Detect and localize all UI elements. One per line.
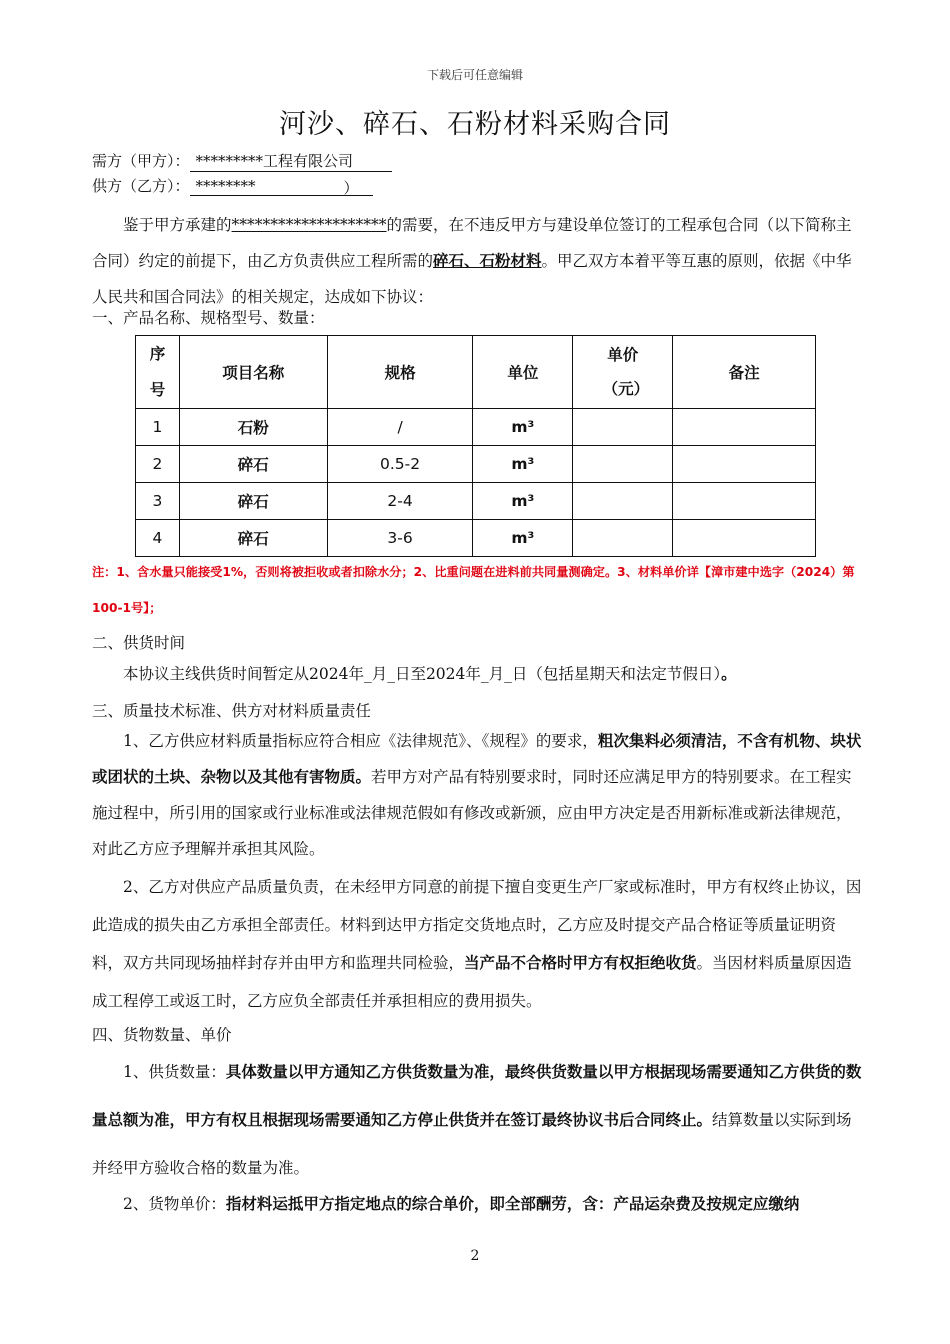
- cell-name: 石粉: [179, 409, 327, 446]
- quality-item1-a: 1、乙方供应材料质量指标应符合相应《法律规范》、《规程》的要求，: [123, 732, 598, 750]
- supply-period-end: 。: [721, 664, 737, 683]
- price-item2-a: 2、货物单价：: [123, 1195, 226, 1213]
- intro-p3: 。甲乙双方本着平等互惠的原则，依据《中华人民共和国合同法》的相关规定，达成如下协议：: [92, 252, 852, 306]
- table-row: [136, 520, 816, 557]
- header-remark: 备注: [673, 336, 816, 409]
- buyer-label: 需方（甲方）：: [92, 152, 190, 170]
- section-3-title: 三、质量技术标准、供方对材料质量责任: [92, 702, 372, 720]
- cell-seq: 4: [136, 520, 180, 557]
- header-spec: 规格: [327, 336, 473, 409]
- cell-price: [573, 520, 673, 557]
- supply-period: 本协议主线供货时间暂定从2024年_月_日至2024年_月_日（包括星期天和法定节假日）: [123, 665, 722, 683]
- supplier-value-wrap: [190, 177, 373, 196]
- cell-spec: 0.5-2: [327, 446, 473, 483]
- header-unit: 单位: [473, 336, 573, 409]
- quantity-item1-b: 具体数量以甲方通知乙方供货数量为准，最终供货数量以甲方根据现场需要通知乙方: [225, 1062, 800, 1081]
- cell-remark: [673, 446, 816, 483]
- cell-seq: 3: [136, 483, 180, 520]
- cell-spec: 3-6: [327, 520, 473, 557]
- header-seq: 序号: [136, 336, 180, 409]
- cell-unit: m³: [473, 446, 573, 483]
- cell-name: 碎石: [179, 483, 327, 520]
- section-4-title: 四、货物数量、单价: [92, 1026, 232, 1044]
- cell-name: 碎石: [179, 446, 327, 483]
- page-number: 2: [470, 1248, 480, 1264]
- supplier-value: ********: [195, 177, 256, 195]
- section-4-item-1: [92, 1048, 862, 1192]
- cell-price: [573, 446, 673, 483]
- quantity-item1-a: 1、供货数量：: [123, 1063, 226, 1081]
- quality-item1-c: 若甲方对产品有特别要求时，同时还应满足甲方的特别要求。在工程实施过程中，所引用的国家或行业标准或法律规范假如有修改或新颁，应由甲方决定是否用新标准或新法律规范，对此乙方应予理解并承担其风险。: [92, 768, 852, 858]
- price-item2-b: 指材料运抵甲方指定地点的综合单价，即全部酬劳，含：产品运杂费及按规定应缴纳: [225, 1194, 800, 1213]
- section-3-item-2: [92, 868, 862, 1020]
- header-name: 项目名称: [179, 336, 327, 409]
- section-3-item-1: [92, 723, 862, 867]
- section-1-title: 一、产品名称、规格型号、数量：: [92, 309, 325, 327]
- intro-p1: 鉴于甲方承建的: [123, 216, 232, 234]
- cell-spec: 2-4: [327, 483, 473, 520]
- table-row: [136, 483, 816, 520]
- contract-title: 河沙、碎石、石粉材料采购合同: [279, 109, 671, 140]
- buyer-value: *********工程有限公司: [190, 150, 392, 172]
- quality-item2-b: 当产品不合格时甲方有权拒绝收货: [464, 953, 697, 972]
- quantity-item1-e: 算数量以实际到场并经甲方验收合格的数量为准。: [92, 1111, 852, 1177]
- cell-price: [573, 409, 673, 446]
- section-2-title: 二、供货时间: [92, 634, 186, 652]
- cell-remark: [673, 483, 816, 520]
- cell-name: 碎石: [179, 520, 327, 557]
- section-2-text: [92, 656, 872, 692]
- supplier-label: 供方（乙方）：: [92, 177, 190, 195]
- intro-p2: 的需要，在不违反甲方与建设单位签订的工程承包合同（以下简称主合同）约定的前提下，由乙方负责供应工程所需的: [92, 216, 852, 270]
- header-note: 下载后可任意编辑: [426, 68, 523, 82]
- quality-item1-b: 粗次集料必须清洁，不含有机物、块状或团状的土块、杂物以及其他有害物质。: [92, 731, 862, 786]
- table-note: 注：1、含水量只能接受1%，否则将被拒收或者扣除水分；2、比重问题在进料前共同量测确定。3、材料单价详【漳市建中选字（2024）第100-1号】；: [92, 565, 855, 615]
- cell-unit: m³: [473, 409, 573, 446]
- cell-seq: 1: [136, 409, 180, 446]
- cell-seq: 2: [136, 446, 180, 483]
- quality-item2-c: 。当因材料质量原因造成工程停工或返工时，乙方应负全部责任并承担相应的费用损失。: [92, 954, 852, 1010]
- supplier-suffix: ）: [343, 179, 359, 197]
- product-table: [135, 335, 816, 557]
- cell-spec: /: [327, 409, 473, 446]
- table-header-row: [136, 336, 816, 409]
- materials-text: 碎石、石粉材料: [433, 251, 542, 270]
- quantity-item1-c: 供货的数量总额为准，甲方有权且根据现场需要通知乙方停止供货并在签订最终协议书后合同终止。: [92, 1062, 862, 1129]
- quantity-item1-d: 结: [712, 1111, 728, 1129]
- supplier-line: [92, 175, 373, 196]
- cell-unit: m³: [473, 483, 573, 520]
- quality-item2-a: 2、乙方对供应产品质量负责，在未经甲方同意的前提下擅自变更生产厂家或标准时，甲方有权终止协议，因此造成的损失由乙方承担全部责任。材料到达甲方指定交货地点时，乙方应及时提交产品合格证等质量证明资料，双方共同现场抽样封存并由甲方和监理共同检验，: [92, 878, 862, 972]
- buyer-line: [92, 150, 392, 172]
- cell-price: [573, 483, 673, 520]
- table-row: [136, 446, 816, 483]
- project-name: ********************: [231, 216, 387, 234]
- intro-paragraph: [92, 207, 862, 315]
- cell-remark: [673, 409, 816, 446]
- table-row: [136, 409, 816, 446]
- section-4-item-2: [92, 1186, 862, 1222]
- header-price: 单价（元）: [573, 336, 673, 409]
- cell-remark: [673, 520, 816, 557]
- cell-unit: m³: [473, 520, 573, 557]
